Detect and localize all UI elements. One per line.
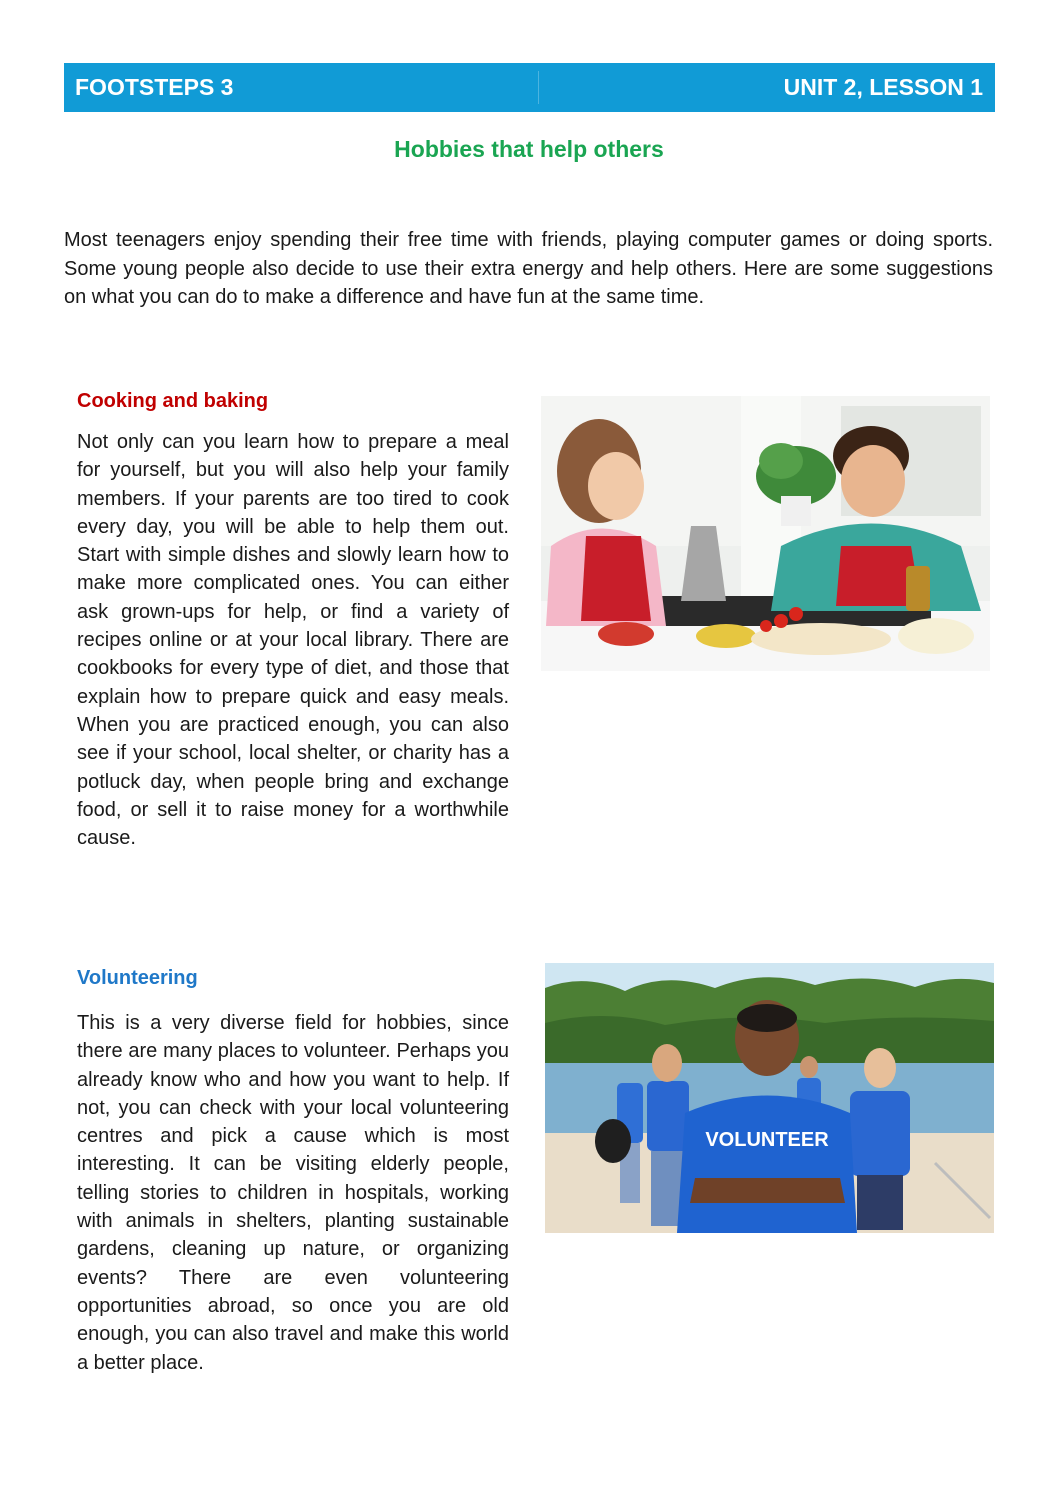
intro-paragraph: Most teenagers enjoy spending their free time with friends, playing computer games or doing sports. Some young people also decide to use their extra energy and help others. Here are some suggestions on what you can do to make a difference and have fun at the same time. [64, 229, 993, 308]
volunteering-heading: Volunteering [77, 967, 198, 989]
course-title: FOOTSTEPS 3 [75, 74, 234, 100]
cooking-paragraph: Not only can you learn how to prepare a meal for yourself, but you will also help your family members. If your parents are too tired to cook every day, you will be able to help them out. Start with simple dishes and slowly learn how to make more complicated ones. You can either ask grown-ups for help, or find a variety of recipes online or at your local library. There are cookbooks for every type of diet, and those that explain how to prepare quick and easy meals. When you are practiced enough, you can also see if your school, local shelter, or charity has a potluck day, when people bring and exchange food, or sell it to raise money for a worthwhile cause. [77, 431, 509, 850]
cooking-photo [541, 396, 990, 671]
volunteering-paragraph: This is a very diverse field for hobbies, since there are many places to volunteer. Perhaps you already know who and how you want to help. If not, you can check with your local volunteering centres and pick a cause which is most interesting. It can be visiting elderly people, telling stories to children in hospitals, working with animals in shelters, planting sustainable gardens, cleaning up nature, or organizing events? There are even volunteering opportunities abroad, so once you are old enough, you can also travel and make this world a better place. [77, 1012, 509, 1374]
header-divider [538, 71, 539, 104]
volunteering-photo [545, 963, 994, 1233]
page-title: Hobbies that help others [394, 136, 664, 162]
cooking-heading: Cooking and baking [77, 390, 269, 412]
unit-lesson-label: UNIT 2, LESSON 1 [783, 74, 983, 100]
header-bar [64, 63, 995, 112]
volunteer-shirt-text: VOLUNTEER [705, 1129, 829, 1151]
